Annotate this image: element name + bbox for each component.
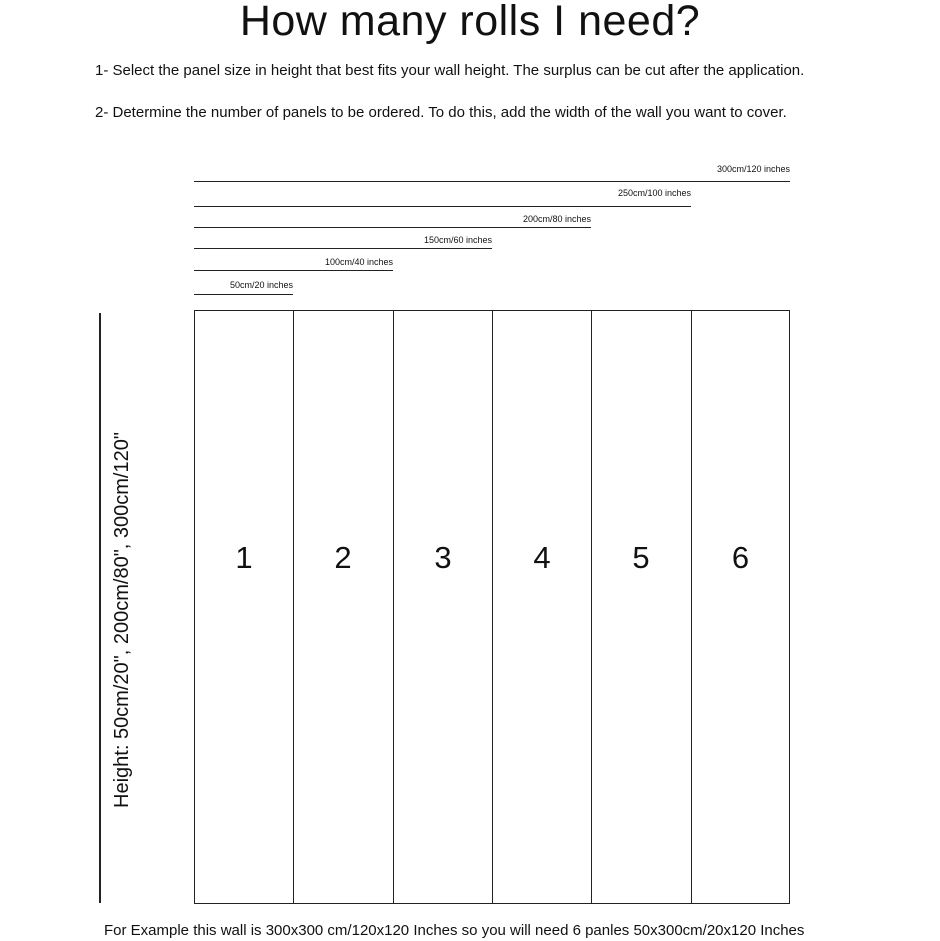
panel-number: 2 bbox=[334, 540, 352, 575]
wall-panel bbox=[691, 310, 790, 904]
width-scale-label: 300cm/120 inches bbox=[716, 164, 790, 174]
wall-panel bbox=[293, 310, 392, 904]
panel-number: 5 bbox=[632, 540, 650, 575]
width-scale-label: 150cm/60 inches bbox=[423, 235, 492, 245]
wall-panel bbox=[194, 310, 293, 904]
example-note: For Example this wall is 300x300 cm/120x120 Inches so you will need 6 panles 50x300cm/20x120 Inches bbox=[104, 922, 805, 939]
height-indicator-line bbox=[99, 313, 101, 903]
width-scale-line bbox=[194, 181, 790, 182]
width-scale-label: 100cm/40 inches bbox=[324, 257, 393, 267]
instruction-step-1: 1- Select the panel size in height that best fits your wall height. The surplus can be cut after the application. bbox=[95, 62, 805, 79]
width-scale-label: 50cm/20 inches bbox=[229, 280, 293, 290]
wall-panel bbox=[492, 310, 591, 904]
width-scale-label: 250cm/100 inches bbox=[617, 188, 691, 198]
panel-number: 6 bbox=[731, 540, 750, 575]
wall-panel bbox=[591, 310, 690, 904]
instruction-step-2: 2- Determine the number of panels to be ordered. To do this, add the width of the wall you want to cover. bbox=[95, 104, 787, 121]
width-scale-line bbox=[194, 270, 393, 271]
panel-number: 3 bbox=[434, 540, 452, 575]
width-scale-line bbox=[194, 248, 492, 249]
height-label: Height: 50cm/20", 200cm/80", 300cm/120" bbox=[111, 432, 133, 808]
width-scale-label: 200cm/80 inches bbox=[522, 214, 591, 224]
width-scale-line bbox=[194, 227, 591, 228]
width-scale-line bbox=[194, 206, 691, 207]
width-scale-line bbox=[194, 294, 293, 295]
panel-number: 1 bbox=[235, 540, 253, 575]
wall-panel bbox=[393, 310, 492, 904]
panel-number: 4 bbox=[533, 540, 551, 575]
page-title: How many rolls I need? bbox=[239, 0, 701, 45]
